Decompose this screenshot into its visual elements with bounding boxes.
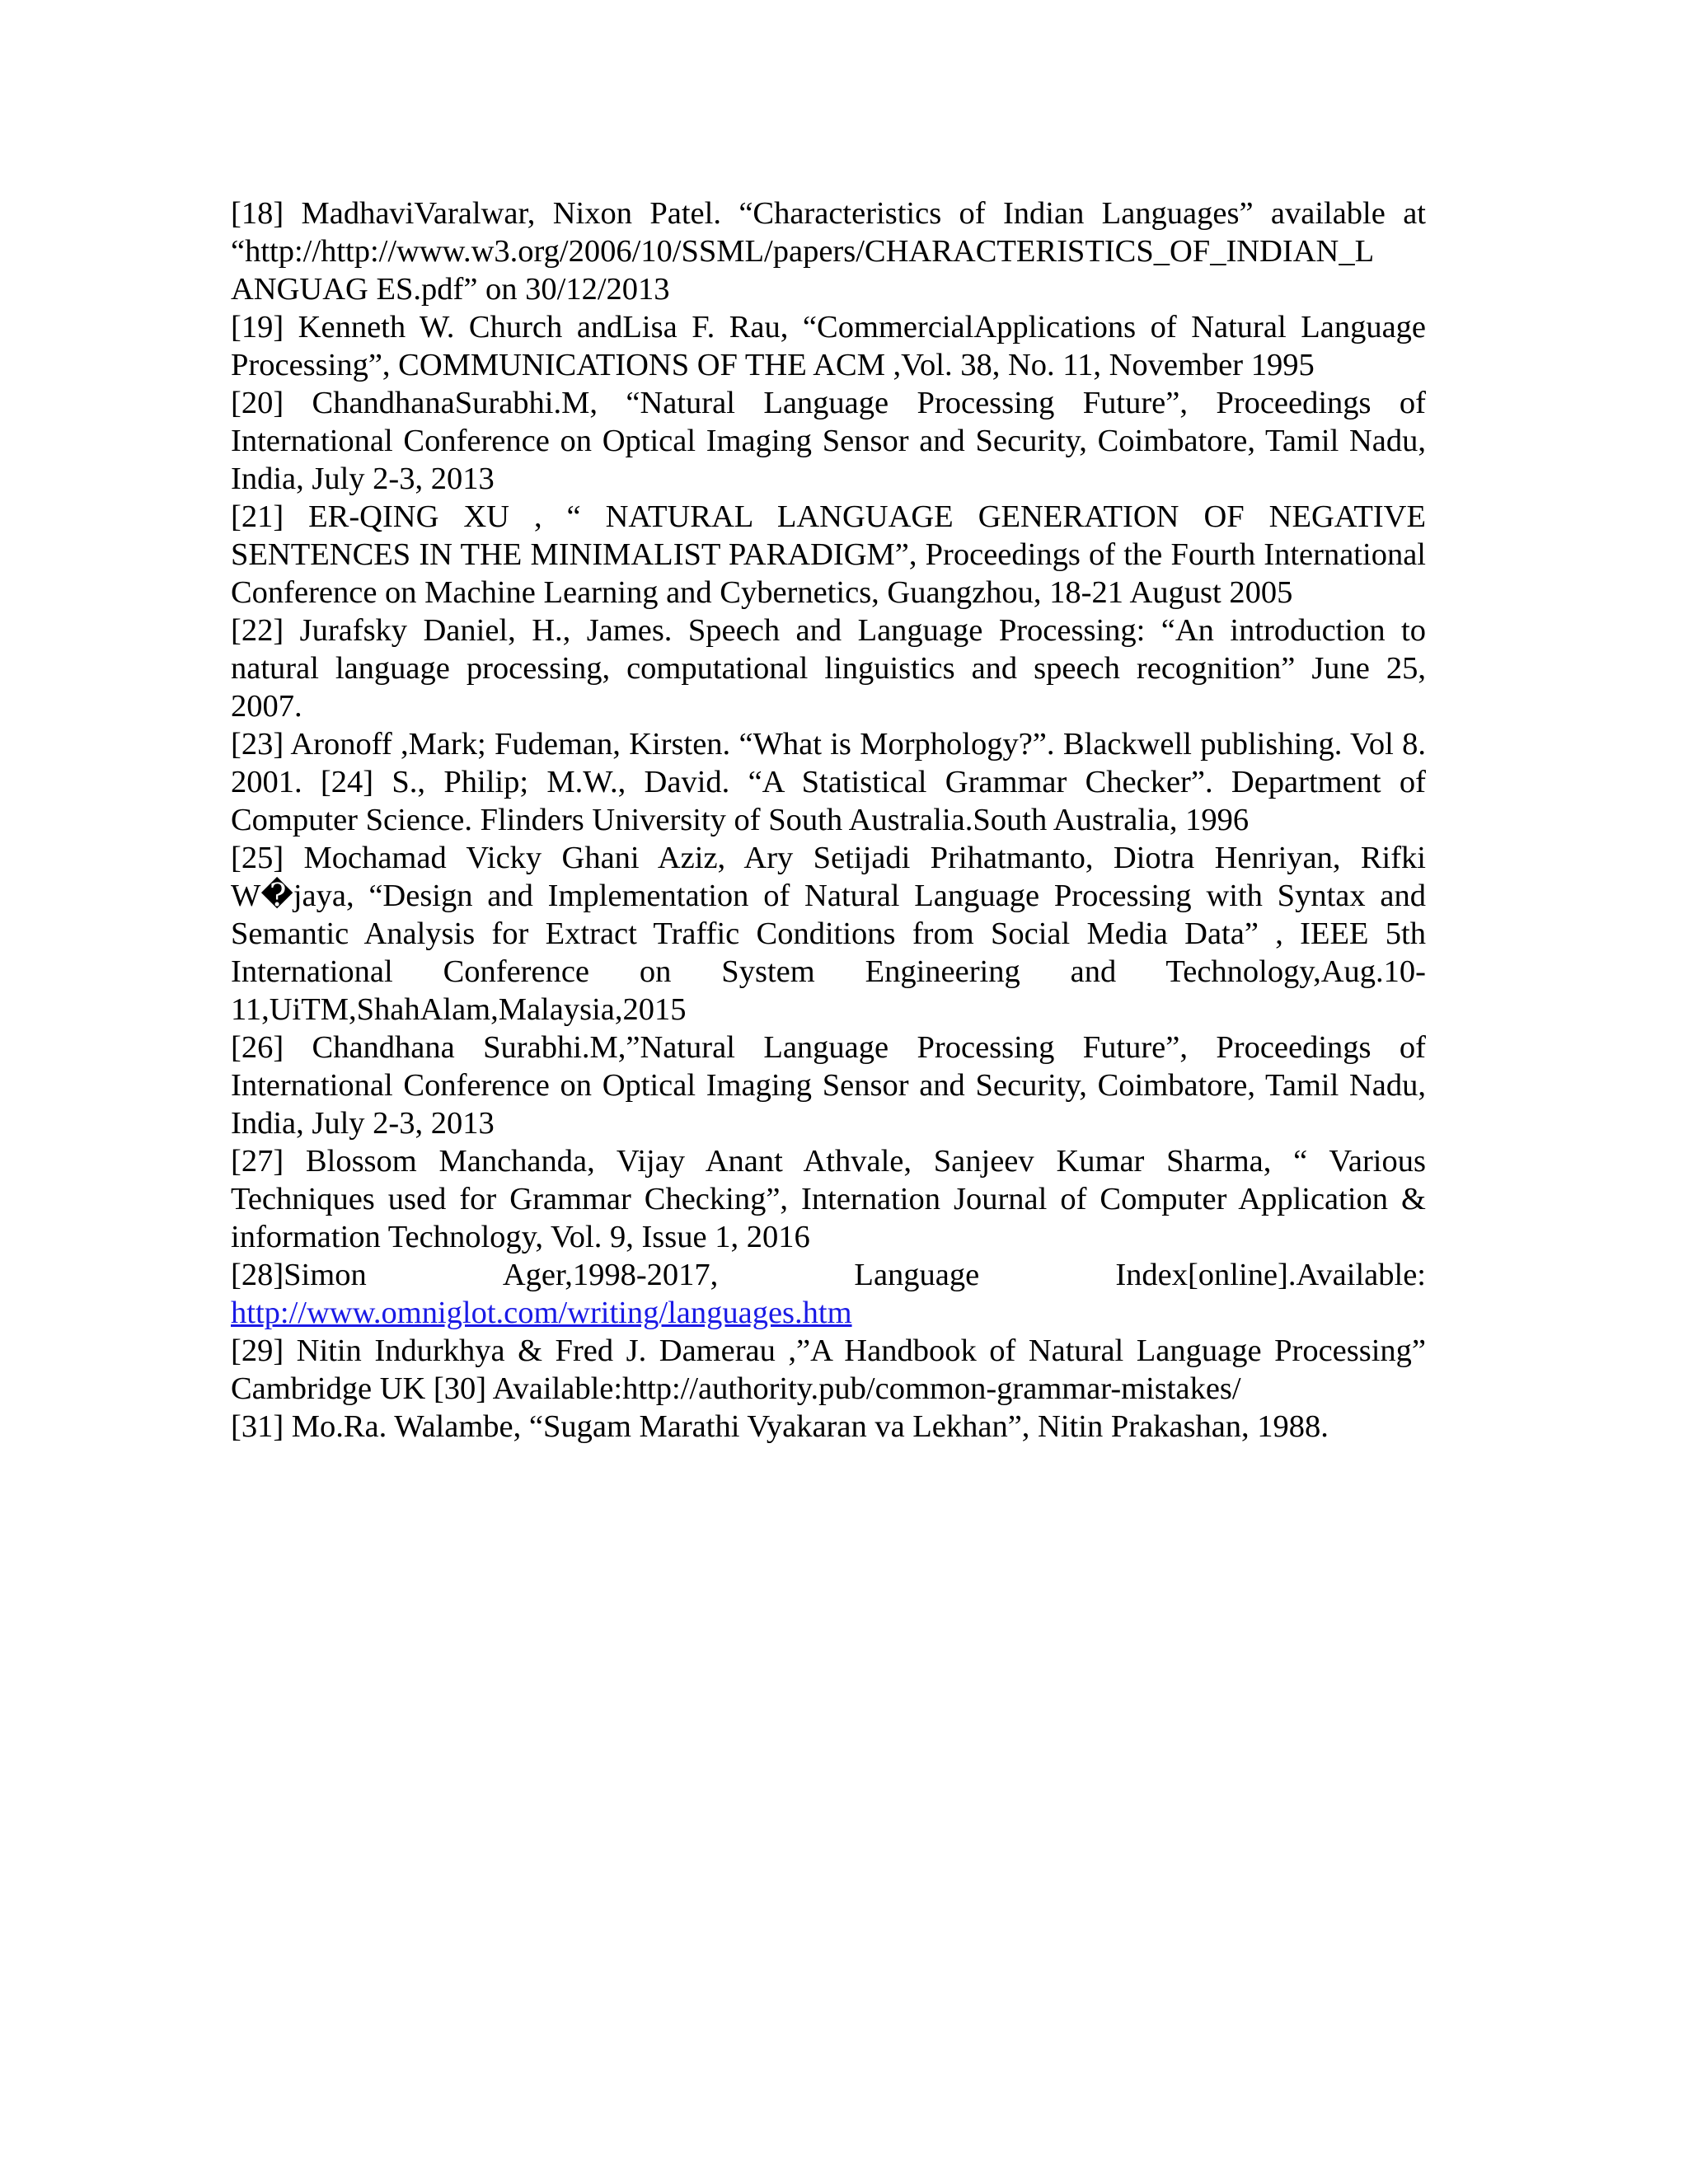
reference-31: [31] Mo.Ra. Walambe, “Sugam Marathi Vyakaran va Lekhan”, Nitin Prakashan, 1988. bbox=[231, 1409, 1329, 1444]
reference-28 bbox=[231, 1256, 1426, 1332]
reference-28-line bbox=[231, 1256, 1426, 1294]
reference-19: [19] Kenneth W. Church andLisa F. Rau, “CommercialApplications of Natural Language Processing”, COMMUNICATIONS OF THE ACM ,Vol. 38, No. 11, November 1995 bbox=[231, 310, 1426, 382]
reference-20: [20] ChandhanaSurabhi.M, “Natural Language Processing Future”, Proceedings of International Conference on Optical Imaging Sensor and Security, Coimbatore, Tamil Nadu, India, July 2-3, 2013 bbox=[231, 386, 1426, 496]
reference-28-word: Ager,1998-2017, bbox=[502, 1258, 719, 1292]
reference-27: [27] Blossom Manchanda, Vijay Anant Athvale, Sanjeev Kumar Sharma, “ Various Techniques used for Grammar Checking”, Internation Journal of Computer Application & information Technology, Vol. 9, Issue 1, 2016 bbox=[231, 1144, 1426, 1254]
reference-26: [26] Chandhana Surabhi.M,”Natural Language Processing Future”, Proceedings of International Conference on Optical Imaging Sensor and Security, Coimbatore, Tamil Nadu, India, July 2-3, 2013 bbox=[231, 1030, 1426, 1141]
reference-25: [25] Mochamad Vicky Ghani Aziz, Ary Setijadi Prihatmanto, Diotra Henriyan, Rifki W�jaya, “Design and Implementation of Natural Language Processing with Syntax and Semantic Analysis for Extract Traffic Conditions from Social Media Data” , IEEE 5th International Conference on System Engineering and Technology,Aug.10-11,UiTM,ShahAlam,Malaysia,2015 bbox=[231, 841, 1426, 1027]
reference-28-word: Language bbox=[854, 1258, 980, 1292]
reference-28-word: Index[online].Available: bbox=[1115, 1258, 1426, 1292]
omniglot-link[interactable]: http://www.omniglot.com/writing/languages.htm bbox=[231, 1296, 852, 1330]
reference-23: [23] Aronoff ,Mark; Fudeman, Kirsten. “What is Morphology?”. Blackwell publishing. Vol 8. 2001. [24] S., Philip; M.W., David. “A Statistical Grammar Checker”. Department of Computer Science. Flinders University of South Australia.South Australia, 1996 bbox=[231, 727, 1426, 837]
reference-21: [21] ER-QING XU , “ NATURAL LANGUAGE GENERATION OF NEGATIVE SENTENCES IN THE MINIMALIST PARADIGM”, Proceedings of the Fourth International Conference on Machine Learning and Cybernetics, Guangzhou, 18-21 August 2005 bbox=[231, 499, 1426, 610]
reference-22: [22] Jurafsky Daniel, H., James. Speech and Language Processing: “An introduction to natural language processing, computational linguistics and speech recognition” June 25, 2007. bbox=[231, 613, 1426, 724]
reference-list bbox=[231, 194, 1426, 1446]
reference-18: [18] MadhaviVaralwar, Nixon Patel. “Characteristics of Indian Languages” available at “http://http://www.w3.org/2006/10/SSML/papers/CHARACTERISTICS_OF_INDIAN_L ANGUAG ES.pdf” on 30/12/2013 bbox=[231, 196, 1426, 307]
reference-29: [29] Nitin Indurkhya & Fred J. Damerau ,”A Handbook of Natural Language Processing” Cambridge UK [30] Available:http://authority.pub/common-grammar-mistakes/ bbox=[231, 1333, 1426, 1406]
reference-28-word: [28]Simon bbox=[231, 1258, 367, 1292]
